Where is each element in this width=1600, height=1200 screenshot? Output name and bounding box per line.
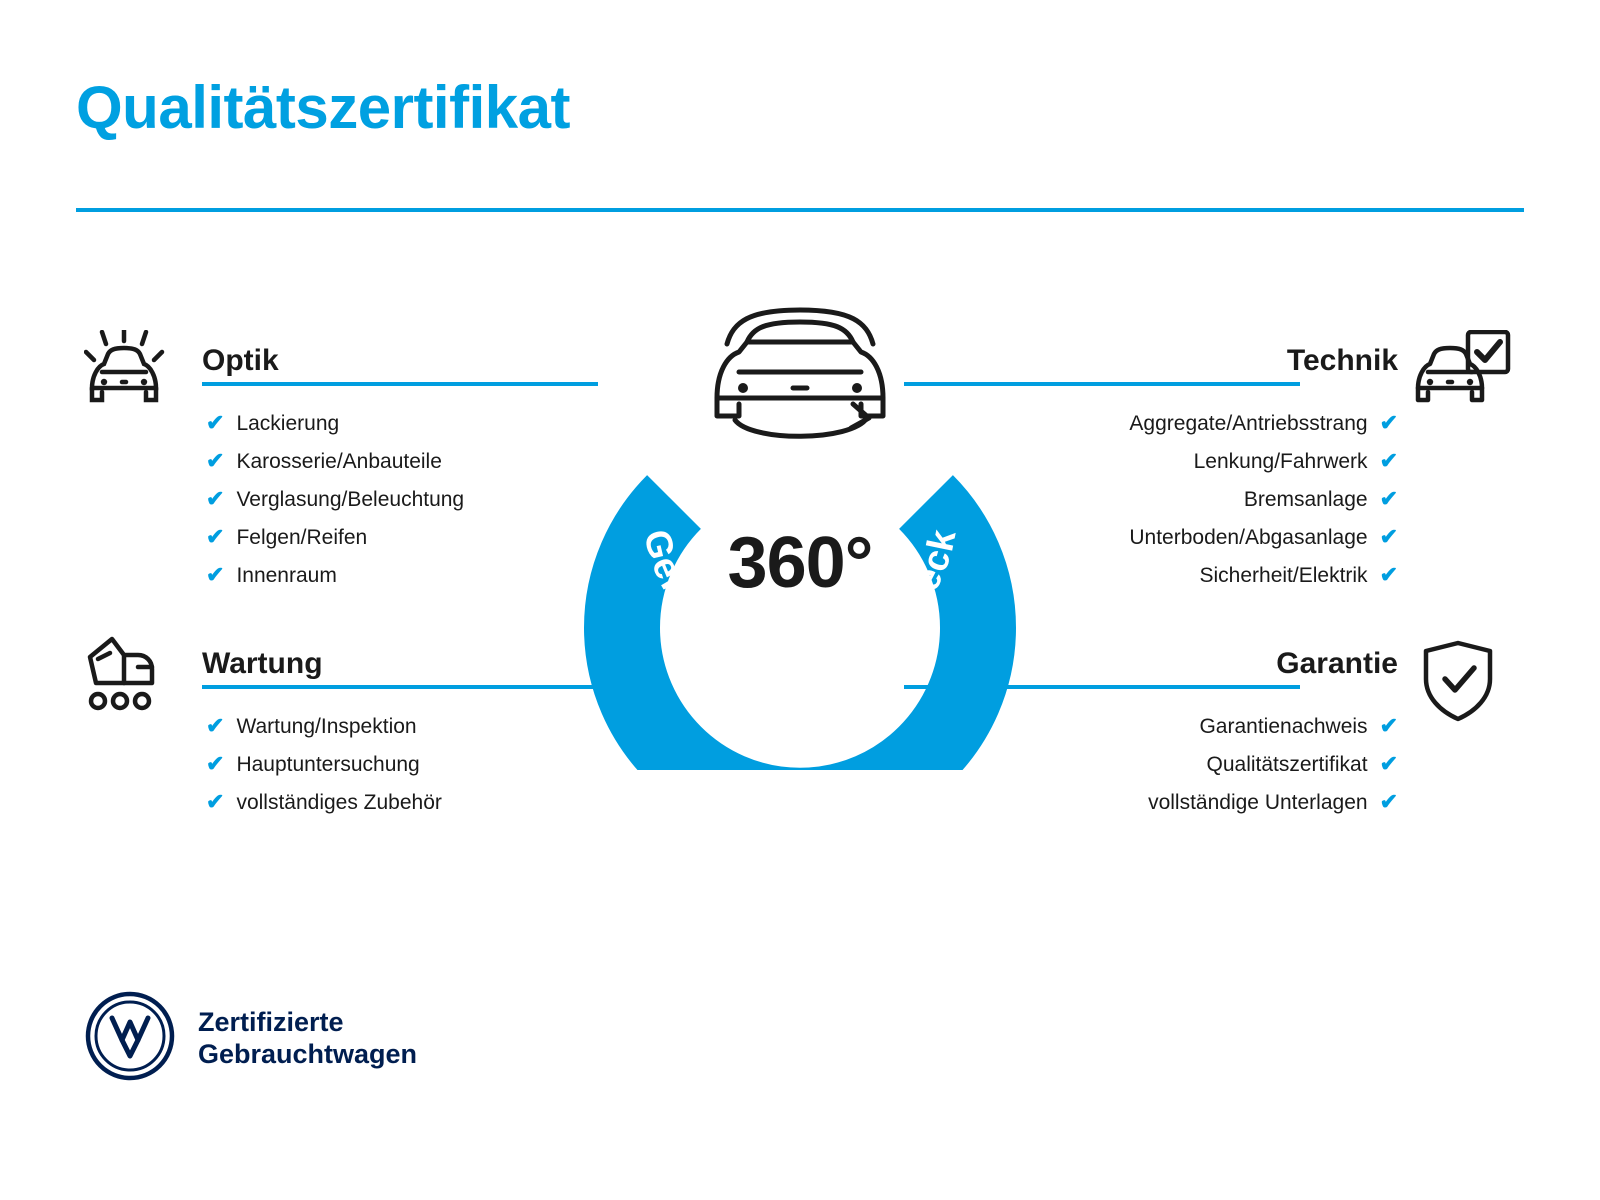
list-item-label: Lackierung [236,411,340,435]
check-icon: ✔ [206,751,225,776]
check-icon: ✔ [1379,713,1398,738]
check-icon: ✔ [1379,751,1398,776]
list-item-label: Wartung/Inspektion [236,714,417,738]
check-icon: ✔ [1379,562,1398,587]
check-icon: ✔ [206,562,225,587]
list-item [76,791,676,813]
check-icon: ✔ [206,410,225,435]
list-item-label: Sicherheit/Elektrik [1199,563,1368,587]
svg-text:Gebrauchtwagen-Check: Gebrauchtwagen-Check [636,525,964,678]
list-item-label: Aggregate/Antriebsstrang [1129,411,1368,435]
check-icon: ✔ [1379,410,1398,435]
list-item-label: Felgen/Reifen [236,525,368,549]
list-item-label: Lenkung/Fahrwerk [1193,449,1368,473]
list-item [904,791,1524,813]
header-divider [76,208,1524,212]
check-icon: ✔ [206,448,225,473]
list-item-label: Unterboden/Abgasanlage [1129,525,1368,549]
check-icon: ✔ [206,713,225,738]
page-title: Qualitätszertifikat [76,74,570,141]
group-divider-optik [202,382,598,386]
group-title-wartung: Wartung [202,647,323,680]
brand-line-2: Gebrauchtwagen [198,1038,418,1069]
brand-text [198,1007,417,1071]
check-icon: ✔ [206,486,225,511]
check-icon: ✔ [1379,789,1398,814]
vw-logo-icon [84,990,176,1087]
brand-line-1: Zertifizierte [198,1006,344,1037]
degrees-label: 360° [727,523,873,603]
check-icon: ✔ [206,524,225,549]
check-icon: ✔ [1379,448,1398,473]
check-icon: ✔ [1379,524,1398,549]
list-item-label: Karosserie/Anbauteile [236,449,442,473]
list-item-label: Innenraum [236,563,337,587]
list-item-label: vollständiges Zubehör [236,790,442,814]
list-item-label: Bremsanlage [1243,487,1368,511]
check-icon: ✔ [1379,486,1398,511]
group-title-technik: Technik [1286,344,1398,377]
list-item-label: Hauptuntersuchung [236,752,420,776]
group-title-optik: Optik [202,344,279,377]
list-item-label: Garantienachweis [1199,714,1368,738]
list-item-label: Qualitätszertifikat [1206,752,1368,776]
list-item-label: vollständige Unterlagen [1148,790,1368,814]
group-divider-wartung [202,685,598,689]
center-badge [565,300,1035,770]
brand-lockup [84,990,417,1087]
list-item-label: Verglasung/Beleuchtung [236,487,465,511]
check-icon: ✔ [206,789,225,814]
group-title-garantie: Garantie [1276,647,1398,680]
